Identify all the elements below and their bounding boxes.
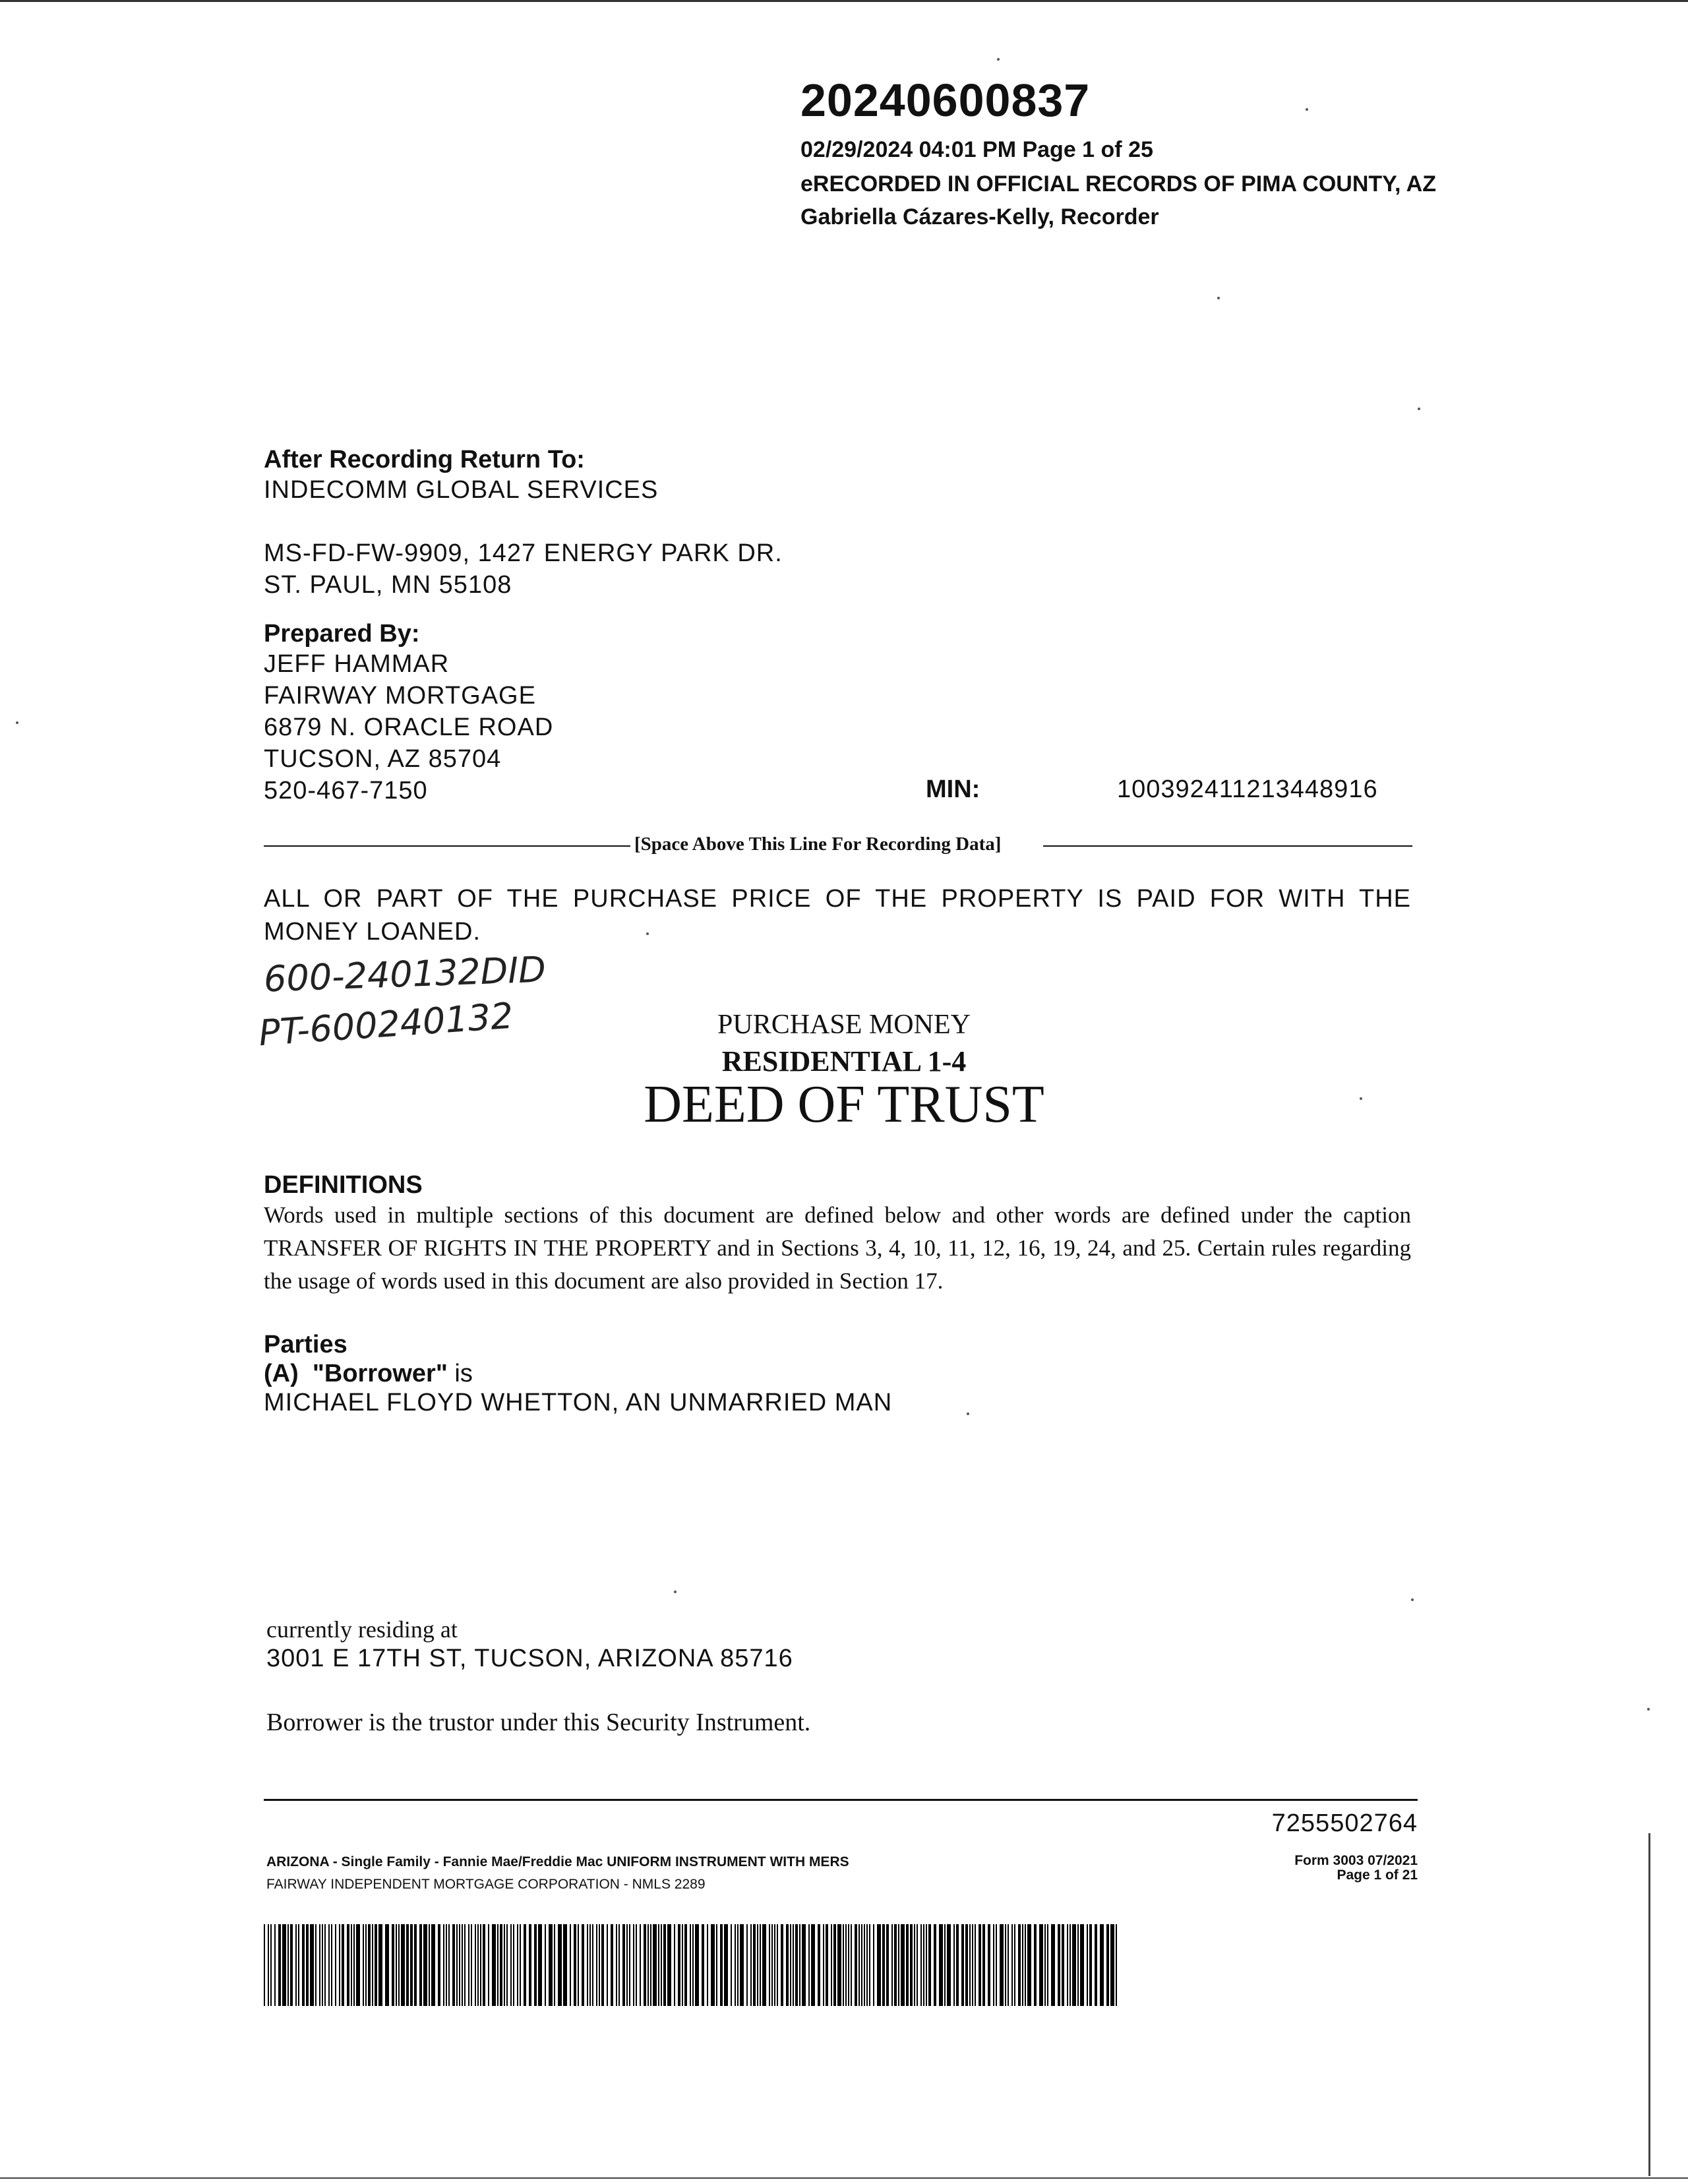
barcode-bar	[353, 1924, 355, 2006]
handwritten-order-number: PT-600240132	[257, 994, 515, 1054]
barcode-bar	[716, 1924, 717, 2006]
barcode-bar	[363, 1924, 364, 2006]
prepared-by-heading: Prepared By:	[264, 620, 420, 648]
barcode-bar	[746, 1924, 748, 2006]
barcode-bar	[468, 1924, 469, 2006]
barcode-bar	[419, 1924, 422, 2006]
barcode-bar	[339, 1924, 340, 2006]
barcode-bar	[278, 1924, 281, 2006]
borrower-name: MICHAEL FLOYD WHETTON, AN UNMARRIED MAN	[264, 1389, 893, 1416]
instrument-description: ARIZONA - Single Family - Fannie Mae/Freddie Mac UNIFORM INSTRUMENT WITH MERS	[266, 1854, 849, 1869]
barcode-bar	[319, 1924, 320, 2006]
barcode-bar	[633, 1924, 634, 2006]
barcode-bar	[917, 1924, 918, 2006]
form-page: Page 1 of 21	[1337, 1867, 1418, 1883]
barcode-bar	[993, 1924, 994, 2006]
barcode-bar	[480, 1924, 481, 2006]
barcode-bar	[1116, 1924, 1117, 2006]
barcode-bar	[1051, 1924, 1055, 2006]
barcode-bar	[282, 1924, 286, 2006]
barcode-bar	[702, 1924, 704, 2006]
borrower-label-prefix: (A)	[264, 1360, 299, 1387]
barcode-bar	[786, 1924, 789, 2006]
barcode-bar	[506, 1924, 508, 2006]
lender-line: FAIRWAY INDEPENDENT MORTGAGE CORPORATION - NMLS 2289	[266, 1877, 706, 1892]
prepared-by-company: FAIRWAY MORTGAGE	[264, 682, 536, 710]
barcode-bar	[753, 1924, 756, 2006]
barcode-bar	[750, 1924, 752, 2006]
min-label: MIN:	[926, 775, 980, 803]
barcode-bar	[972, 1924, 973, 2006]
barcode-bar	[757, 1924, 758, 2006]
barcode-bar	[737, 1924, 738, 2006]
barcode-bar	[406, 1924, 409, 2006]
residing-label: currently residing at	[266, 1616, 458, 1643]
barcode-bar	[790, 1924, 791, 2006]
barcode-bar	[982, 1924, 985, 2006]
barcode-bar	[891, 1924, 893, 2006]
barcode-bar	[781, 1924, 783, 2006]
barcode-bar	[851, 1924, 852, 2006]
definitions-heading: DEFINITIONS	[264, 1171, 423, 1199]
barcode-bar	[335, 1924, 336, 2006]
barcode-bar	[914, 1924, 915, 2006]
barcode-bar	[596, 1924, 597, 2006]
barcode-bar	[534, 1924, 537, 2006]
recording-data-rule-right	[1043, 845, 1412, 847]
form-number: Form 3003 07/2021	[1294, 1853, 1418, 1868]
barcode-bar	[910, 1924, 913, 2006]
barcode-bar	[939, 1924, 943, 2006]
barcode-bar	[882, 1924, 885, 2006]
barcode-bar	[315, 1924, 316, 2006]
barcode-bar	[707, 1924, 708, 2006]
borrower-address: 3001 E 17TH ST, TUCSON, ARIZONA 85716	[266, 1645, 793, 1672]
borrower-label-suffix: is	[454, 1360, 473, 1387]
barcode-bar	[396, 1924, 397, 2006]
return-to-city: ST. PAUL, MN 55108	[264, 571, 512, 599]
scan-speck	[1647, 1708, 1650, 1711]
barcode-bar	[690, 1924, 691, 2006]
barcode-bar	[471, 1924, 472, 2006]
barcode-bar	[906, 1924, 909, 2006]
scan-speck	[1360, 1097, 1362, 1100]
barcode-bar	[826, 1924, 828, 2006]
barcode-bar	[448, 1924, 450, 2006]
barcode-bar	[877, 1924, 881, 2006]
barcode-bar	[1110, 1924, 1114, 2006]
barcode-bar	[570, 1924, 571, 2006]
barcode-bar	[475, 1924, 476, 2006]
barcode-bar	[1008, 1924, 1009, 2006]
barcode-bar	[1005, 1924, 1006, 2006]
recorder-name: Gabriella Cázares-Kelly, Recorder	[800, 204, 1159, 229]
barcode-bar	[438, 1924, 440, 2006]
title-deed-of-trust: DEED OF TRUST	[644, 1076, 1044, 1134]
barcode-bar	[934, 1924, 936, 2006]
barcode-bar	[563, 1924, 567, 2006]
barcode-bar	[492, 1924, 496, 2006]
scan-speck	[997, 58, 1000, 61]
barcode-bar	[644, 1924, 646, 2006]
barcode-bar	[975, 1924, 976, 2006]
barcode-bar	[1072, 1924, 1076, 2006]
barcode-bar	[811, 1924, 815, 2006]
barcode-bar	[431, 1924, 435, 2006]
return-to-company: INDECOMM GLOBAL SERVICES	[264, 476, 659, 504]
barcode-bar	[1011, 1924, 1013, 2006]
barcode-bar	[322, 1924, 323, 2006]
scan-bottom-edge	[0, 2177, 1688, 2179]
barcode-bar	[947, 1924, 951, 2006]
barcode-bar	[1039, 1924, 1043, 2006]
barcode-bar	[1058, 1924, 1060, 2006]
barcode-bar	[678, 1924, 680, 2006]
barcode-bar	[488, 1924, 489, 2006]
barcode-bar	[869, 1924, 870, 2006]
barcode-bar	[270, 1924, 272, 2006]
barcode-bar	[410, 1924, 413, 2006]
barcode-bar	[611, 1924, 613, 2006]
barcode-bar	[653, 1924, 657, 2006]
barcode-bar	[663, 1924, 666, 2006]
barcode-bar	[1018, 1924, 1021, 2006]
barcode-bar	[926, 1924, 927, 2006]
barcode-bar	[589, 1924, 591, 2006]
barcode-bar	[661, 1924, 662, 2006]
barcode-bar	[616, 1924, 617, 2006]
barcode-bar	[601, 1924, 604, 2006]
barcode-bar	[823, 1924, 824, 2006]
barcode-bar	[520, 1924, 521, 2006]
recording-datetime-page: 02/29/2024 04:01 PM Page 1 of 25	[800, 137, 1153, 162]
barcode-bar	[695, 1924, 699, 2006]
scan-speck	[674, 1591, 677, 1593]
barcode-bar	[545, 1924, 546, 2006]
barcode-bar	[324, 1924, 326, 2006]
barcode-bar	[462, 1924, 463, 2006]
barcode-bar	[310, 1924, 314, 2006]
barcode-bar	[446, 1924, 447, 2006]
barcode-bar	[375, 1924, 377, 2006]
barcode-bar	[843, 1924, 844, 2006]
barcode-bar	[965, 1924, 968, 2006]
barcode-bar	[969, 1924, 971, 2006]
barcode-bar	[720, 1924, 723, 2006]
trustor-statement: Borrower is the trustor under this Security Instrument.	[266, 1709, 811, 1736]
scan-speck	[1306, 108, 1308, 111]
prepared-by-street: 6879 N. ORACLE ROAD	[264, 713, 554, 741]
scan-top-edge	[0, 0, 1688, 2]
barcode-bar	[996, 1924, 997, 2006]
barcode-bar	[295, 1924, 297, 2006]
barcode-bar	[901, 1924, 905, 2006]
barcode-bar	[529, 1924, 531, 2006]
barcode-bar	[760, 1924, 761, 2006]
barcode-bar	[592, 1924, 593, 2006]
barcode-bar	[578, 1924, 579, 2006]
barcode-bar	[264, 1924, 265, 2006]
barcode-bar	[1000, 1924, 1004, 2006]
barcode-bar	[711, 1924, 715, 2006]
barcode-bar	[658, 1924, 659, 2006]
barcode-bar	[378, 1924, 382, 2006]
barcode-bar	[287, 1924, 289, 2006]
barcode-bar	[513, 1924, 514, 2006]
barcode-bar	[331, 1924, 332, 2006]
barcode-bar	[1100, 1924, 1104, 2006]
barcode-bar	[414, 1924, 417, 2006]
barcode-bar	[861, 1924, 862, 2006]
barcode-bar	[735, 1924, 736, 2006]
barcode-bar	[979, 1924, 981, 2006]
barcode-bar	[398, 1924, 400, 2006]
barcode-bar	[866, 1924, 868, 2006]
barcode-bar	[961, 1924, 964, 2006]
barcode-bar	[347, 1924, 349, 2006]
prepared-by-city: TUCSON, AZ 85704	[264, 745, 502, 773]
barcode-bar	[524, 1924, 526, 2006]
barcode-bar	[1106, 1924, 1109, 2006]
barcode-bar	[1014, 1924, 1015, 2006]
barcode-bar	[1022, 1924, 1023, 2006]
barcode-bar	[724, 1924, 728, 2006]
barcode-bar	[771, 1924, 773, 2006]
barcode-bar	[554, 1924, 555, 2006]
barcode-bar	[1067, 1924, 1068, 2006]
barcode-bar	[674, 1924, 675, 2006]
barcode-bar	[1070, 1924, 1071, 2006]
barcode-bar	[504, 1924, 505, 2006]
barcode-bar	[558, 1924, 562, 2006]
barcode-bar	[464, 1924, 466, 2006]
barcode-bar	[793, 1924, 794, 2006]
barcode-bar	[944, 1924, 946, 2006]
recording-office: eRECORDED IN OFFICIAL RECORDS OF PIMA COUNTY, AZ	[800, 171, 1437, 197]
barcode-bar	[802, 1924, 806, 2006]
borrower-definition-label	[264, 1360, 473, 1388]
barcode-bar	[740, 1924, 744, 2006]
barcode-bar	[648, 1924, 649, 2006]
barcode-bar	[477, 1924, 479, 2006]
barcode-bar	[684, 1924, 687, 2006]
scan-speck	[1217, 297, 1220, 299]
barcode-bar	[365, 1924, 367, 2006]
barcode-bar	[443, 1924, 444, 2006]
barcode-bar	[549, 1924, 553, 2006]
barcode-bar	[859, 1924, 860, 2006]
barcode-bar	[626, 1924, 628, 2006]
barcode-bar	[622, 1924, 625, 2006]
barcode-bar	[459, 1924, 460, 2006]
recording-number: 20240600837	[800, 75, 1091, 126]
barcode-bar	[429, 1924, 430, 2006]
barcode-bar	[351, 1924, 352, 2006]
scan-speck	[1411, 1598, 1414, 1601]
scan-speck	[16, 721, 18, 724]
barcode-bar	[799, 1924, 800, 2006]
barcode-bar	[510, 1924, 512, 2006]
barcode-bar	[1087, 1924, 1088, 2006]
handwritten-file-number: 600-240132DID	[263, 948, 547, 1000]
barcode-bar	[302, 1924, 305, 2006]
barcode-bar	[848, 1924, 849, 2006]
barcode-bar	[401, 1924, 405, 2006]
barcode-bar	[682, 1924, 683, 2006]
document-barcode	[264, 1924, 1121, 2006]
barcode-bar	[599, 1924, 600, 2006]
purchase-money-notice: ALL OR PART OF THE PURCHASE PRICE OF THE PROPERTY IS PAID FOR WITH THE MONEY LOANED.	[264, 885, 1411, 946]
barcode-bar	[762, 1924, 766, 2006]
barcode-bar	[1025, 1924, 1026, 2006]
barcode-bar	[1047, 1924, 1048, 2006]
barcode-bar	[306, 1924, 309, 2006]
barcode-bar	[650, 1924, 651, 2006]
scan-right-edge	[1648, 1833, 1650, 2176]
barcode-bar	[1077, 1924, 1079, 2006]
min-value: 100392411213448916	[1117, 775, 1378, 803]
barcode-bar	[368, 1924, 371, 2006]
barcode-bar	[1062, 1924, 1064, 2006]
barcode-bar	[894, 1924, 897, 2006]
barcode-bar	[456, 1924, 458, 2006]
barcode-bar	[328, 1924, 330, 2006]
barcode-bar	[298, 1924, 299, 2006]
barcode-bar	[1095, 1924, 1097, 2006]
barcode-bar	[1044, 1924, 1046, 2006]
barcode-bar	[1089, 1924, 1092, 2006]
barcode-bar	[667, 1924, 671, 2006]
barcode-bar	[636, 1924, 637, 2006]
barcode-bar	[452, 1924, 455, 2006]
barcode-bar	[640, 1924, 641, 2006]
barcode-bar	[268, 1924, 269, 2006]
barcode-bar	[898, 1924, 899, 2006]
barcode-bar	[607, 1924, 608, 2006]
definitions-body: Words used in multiple sections of this document are defined below and other words are defined under the caption TRANSFER OF RIGHTS IN THE PROPERTY and in Sections 3, 4, 10, 11, 12, 16, 19, 24, and 25. Certain rules regarding the usage of words used in this document are also provided in Section 17.	[264, 1202, 1411, 1294]
barcode-bar	[833, 1924, 836, 2006]
barcode-bar	[372, 1924, 373, 2006]
recording-data-rule-left	[264, 845, 630, 847]
title-residential: RESIDENTIAL 1-4	[721, 1045, 967, 1077]
barcode-bar	[1080, 1924, 1084, 2006]
barcode-bar	[886, 1924, 889, 2006]
barcode-bar	[920, 1924, 922, 2006]
barcode-bar	[1034, 1924, 1037, 2006]
return-to-street: MS-FD-FW-9909, 1427 ENERGY PARK DR.	[264, 539, 783, 567]
barcode-bar	[864, 1924, 865, 2006]
barcode-bar	[845, 1924, 847, 2006]
barcode-bar	[356, 1924, 360, 2006]
barcode-bar	[928, 1924, 931, 2006]
barcode-bar	[774, 1924, 775, 2006]
scan-speck	[1418, 408, 1420, 410]
barcode-bar	[923, 1924, 924, 2006]
borrower-label-term: "Borrower"	[312, 1360, 448, 1387]
prepared-by-name: JEFF HAMMAR	[264, 650, 450, 678]
return-to-heading: After Recording Return To:	[264, 446, 585, 473]
recording-data-label: [Space Above This Line For Recording Data]	[634, 834, 1002, 855]
barcode-bar	[953, 1924, 955, 2006]
barcode-bar	[731, 1924, 732, 2006]
footer-rule	[264, 1799, 1418, 1801]
barcode-bar	[777, 1924, 778, 2006]
barcode-bar	[831, 1924, 832, 2006]
barcode-bar	[629, 1924, 630, 2006]
barcode-bar	[1027, 1924, 1031, 2006]
barcode-bar	[837, 1924, 841, 2006]
barcode-bar	[855, 1924, 857, 2006]
barcode-bar	[517, 1924, 518, 2006]
scan-speck	[967, 1412, 969, 1415]
barcode-bar	[795, 1924, 798, 2006]
barcode-bar	[956, 1924, 959, 2006]
barcode-bar	[538, 1924, 542, 2006]
barcode-bar	[497, 1924, 498, 2006]
scan-speck	[646, 932, 649, 935]
title-purchase-money: PURCHASE MONEY	[717, 1010, 971, 1040]
barcode-bar	[500, 1924, 502, 2006]
prepared-by-phone: 520-467-7150	[264, 777, 428, 804]
loan-number: 7255502764	[1271, 1809, 1418, 1837]
barcode-bar	[618, 1924, 620, 2006]
barcode-bar	[582, 1924, 584, 2006]
barcode-bar	[988, 1924, 990, 2006]
barcode-bar	[808, 1924, 810, 2006]
barcode-bar	[274, 1924, 276, 2006]
barcode-bar	[574, 1924, 576, 2006]
barcode-bar	[769, 1924, 770, 2006]
barcode-bar	[423, 1924, 427, 2006]
barcode-bar	[873, 1924, 874, 2006]
barcode-bar	[818, 1924, 820, 2006]
barcode-bar	[290, 1924, 293, 2006]
barcode-bar	[342, 1924, 344, 2006]
barcode-bar	[692, 1924, 694, 2006]
barcode-bar	[385, 1924, 389, 2006]
parties-heading: Parties	[264, 1331, 347, 1358]
barcode-bar	[392, 1924, 394, 2006]
barcode-bar	[483, 1924, 485, 2006]
barcode-bar	[587, 1924, 588, 2006]
